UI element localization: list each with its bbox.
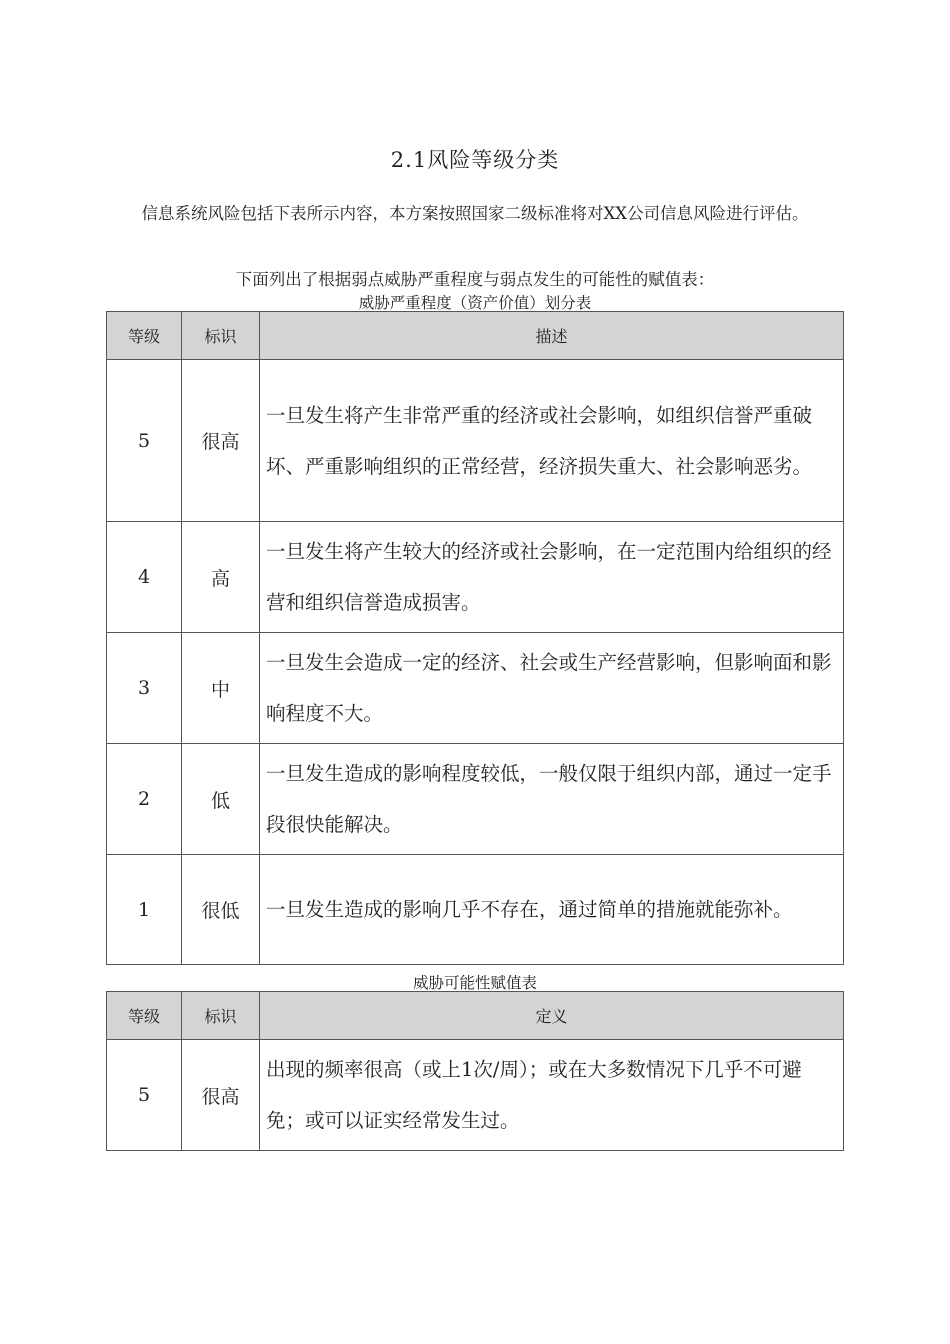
row-desc: 一旦发生将产生非常严重的经济或社会影响，如组织信誉严重破坏、严重影响组织的正常经营，经济损失重大、社会影响恶劣。 (260, 360, 844, 522)
table2-caption: 威胁可能性赋值表 (412, 974, 537, 992)
row-desc: 一旦发生造成的影响程度较低，一般仅限于组织内部，通过一定手段很快能解决。 (260, 744, 844, 855)
row-label: 中 (182, 633, 260, 744)
table-row (107, 522, 844, 633)
likelihood-table (106, 991, 844, 1151)
header-level: 等级 (107, 312, 182, 360)
table1-caption: 威胁严重程度（资产价值）划分表 (358, 294, 592, 312)
row-desc: 一旦发生会造成一定的经济、社会或生产经营影响，但影响面和影响程度不大。 (260, 633, 844, 744)
row-level: 5 (107, 1040, 182, 1151)
table-row (107, 1040, 844, 1151)
row-level: 3 (107, 633, 182, 744)
row-level: 1 (107, 855, 182, 965)
intro-paragraph: 信息系统风险包括下表所示内容，本方案按照国家二级标准将对XX公司信息风险进行评估。 (141, 204, 809, 223)
row-level: 2 (107, 744, 182, 855)
severity-table (106, 311, 844, 965)
row-label: 很高 (182, 360, 260, 522)
section-title: 2.1风险等级分类 (390, 148, 560, 172)
row-level: 4 (107, 522, 182, 633)
row-label: 很高 (182, 1040, 260, 1151)
table-header-row (107, 992, 844, 1040)
row-desc: 一旦发生造成的影响几乎不存在，通过简单的措施就能弥补。 (260, 855, 844, 965)
table-row (107, 360, 844, 522)
header-label: 标识 (182, 992, 260, 1040)
row-desc: 一旦发生将产生较大的经济或社会影响，在一定范围内给组织的经营和组织信誉造成损害。 (260, 522, 844, 633)
table-header-row (107, 312, 844, 360)
header-label: 标识 (182, 312, 260, 360)
row-desc: 出现的频率很高（或上1次/周）；或在大多数情况下几乎不可避免；或可以证实经常发生过。 (260, 1040, 844, 1151)
row-label: 低 (182, 744, 260, 855)
table-row (107, 855, 844, 965)
row-label: 高 (182, 522, 260, 633)
table-row (107, 744, 844, 855)
lead-paragraph: 下面列出了根据弱点威胁严重程度与弱点发生的可能性的赋值表： (235, 270, 715, 289)
header-level: 等级 (107, 992, 182, 1040)
table-row (107, 633, 844, 744)
row-level: 5 (107, 360, 182, 522)
header-desc: 定义 (260, 992, 844, 1040)
row-label: 很低 (182, 855, 260, 965)
header-desc: 描述 (260, 312, 844, 360)
